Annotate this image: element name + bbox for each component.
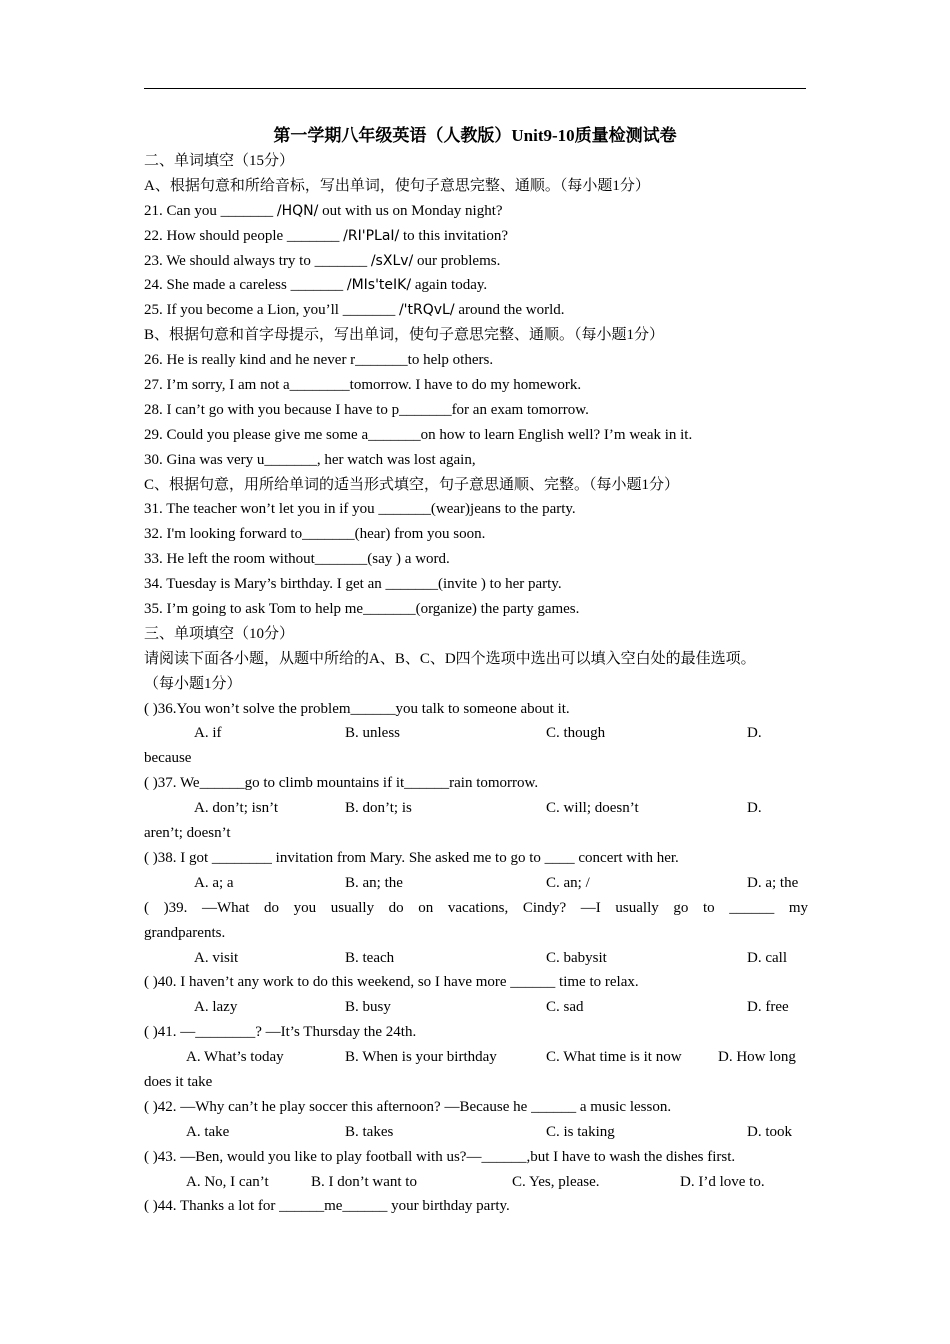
option-b: B. teach: [345, 949, 395, 966]
question-43: ( )43. —Ben, would you like to play football with us?—______,but I have to wash the dishes first.: [144, 1148, 736, 1165]
question-22: 22. How should people _______ /RI'PLaI/ to this invitation?: [144, 227, 508, 244]
question-28: 28. I can’t go with you because I have to p_______for an exam tomorrow.: [144, 401, 589, 418]
option-d: D. free: [747, 999, 789, 1016]
option-c: C. though: [546, 725, 606, 742]
document-body: [144, 149, 808, 1219]
option-c: C. babysit: [546, 949, 607, 966]
question-41: ( )41. —________? —It’s Thursday the 24th.: [144, 1024, 417, 1041]
option-a: A. don’t; isn’t: [194, 800, 279, 817]
option-a: A. What’s today: [186, 1049, 284, 1066]
part-heading: A、根据句意和所给音标，写出单词，使句子意思完整、通顺。（每小题1分）: [144, 177, 650, 194]
options-39: [144, 946, 808, 971]
options-42: [144, 1120, 808, 1145]
option-d: D. a; the: [747, 874, 799, 891]
option-a: A. No, I can’t: [186, 1173, 269, 1190]
option-a: A. take: [186, 1123, 230, 1140]
options-36: [144, 721, 808, 746]
options-37: [144, 796, 808, 821]
option-d: D. call: [747, 949, 787, 966]
option-a: A. if: [194, 725, 222, 742]
option-b: B. don’t; is: [345, 800, 412, 817]
instructions: 请阅读下面各小题，从题中所给的A、B、C、D四个选项中选出可以填入空白处的最佳选项。: [144, 650, 756, 667]
question-44: ( )44. Thanks a lot for ______me______ your birthday party.: [144, 1198, 510, 1215]
option-b: B. When is your birthday: [345, 1049, 497, 1066]
option-c: C. will; doesn’t: [546, 800, 639, 817]
option-a: A. a; a: [194, 874, 234, 891]
section-heading: 二、单词填空（15分）: [144, 153, 295, 169]
option-b: B. an; the: [345, 874, 403, 891]
options-43: [144, 1170, 808, 1195]
question-39: ( )39. —What do you usually do on vacations, Cindy? —I usually go to ______ my: [144, 899, 808, 916]
page-title: 第一学期八年级英语（人教版）Unit9-10质量检测试卷: [273, 126, 677, 145]
question-37: ( )37. We______go to climb mountains if it______rain tomorrow.: [144, 775, 539, 792]
option-b: B. unless: [345, 725, 401, 742]
question-39-wrap: grandparents.: [144, 924, 226, 941]
question-23: 23. We should always try to _______ /sXLv/ our problems.: [144, 252, 501, 269]
option-c: C. an; /: [546, 874, 590, 891]
options-40: [144, 995, 808, 1020]
options-41: [144, 1045, 808, 1070]
option-c: C. sad: [546, 999, 584, 1016]
option-c: C. Yes, please.: [512, 1173, 600, 1190]
option-d-wrap: does it take: [144, 1073, 213, 1090]
header-rule: [144, 88, 806, 89]
instructions: （每小题1分）: [144, 675, 242, 692]
question-30: 30. Gina was very u_______, her watch was lost again,: [144, 451, 476, 468]
question-29: 29. Could you please give me some a_______on how to learn English well? I’m weak in it.: [144, 426, 693, 443]
option-b: B. busy: [345, 999, 391, 1016]
option-c: C. What time is it now: [546, 1049, 682, 1066]
option-d-wrap: because: [144, 750, 192, 767]
option-a: A. lazy: [194, 999, 238, 1016]
option-b: B. takes: [345, 1123, 394, 1140]
question-38: ( )38. I got ________ invitation from Mary. She asked me to go to ____ concert with her.: [144, 849, 679, 866]
option-d: D. How long: [718, 1049, 796, 1066]
question-21: 21. Can you _______ /HQN/ out with us on Monday night?: [144, 202, 503, 219]
question-25: 25. If you become a Lion, you’ll _______ /'tRQvL/ around the world.: [144, 302, 565, 319]
question-33: 33. He left the room without_______(say ) a word.: [144, 551, 450, 568]
option-c: C. is taking: [546, 1123, 615, 1140]
option-d: D.: [747, 800, 762, 817]
question-32: 32. I'm looking forward to_______(hear) from you soon.: [144, 526, 486, 543]
question-26: 26. He is really kind and he never r_______to help others.: [144, 352, 494, 369]
section-heading: 三、单项填空（10分）: [144, 625, 295, 642]
question-34: 34. Tuesday is Mary’s birthday. I get an _______(invite ) to her party.: [144, 576, 562, 593]
question-36: ( )36.You won’t solve the problem______you talk to someone about it.: [144, 700, 570, 717]
option-b: B. I don’t want to: [311, 1173, 417, 1190]
question-24: 24. She made a careless _______ /MIs'teIK/ again today.: [144, 277, 488, 294]
part-heading: B、根据句意和首字母提示，写出单词，使句子意思完整、通顺。（每小题1分）: [144, 327, 665, 344]
option-a: A. visit: [194, 949, 239, 966]
option-d: D. I’d love to.: [680, 1173, 765, 1190]
question-35: 35. I’m going to ask Tom to help me_______(organize) the party games.: [144, 601, 580, 618]
options-38: [144, 871, 808, 896]
option-d: D.: [747, 725, 762, 742]
option-d-wrap: aren’t; doesn’t: [144, 825, 231, 842]
question-42: ( )42. —Why can’t he play soccer this afternoon? —Because he ______ a music lesson.: [144, 1098, 672, 1115]
part-heading: C、根据句意，用所给单词的适当形式填空，句子意思通顺、完整。（每小题1分）: [144, 476, 680, 493]
option-d: D. took: [747, 1123, 792, 1140]
question-40: ( )40. I haven’t any work to do this weekend, so I have more ______ time to relax.: [144, 974, 639, 991]
question-27: 27. I’m sorry, I am not a________tomorrow. I have to do my homework.: [144, 377, 582, 394]
question-31: 31. The teacher won’t let you in if you _______(wear)jeans to the party.: [144, 501, 576, 518]
